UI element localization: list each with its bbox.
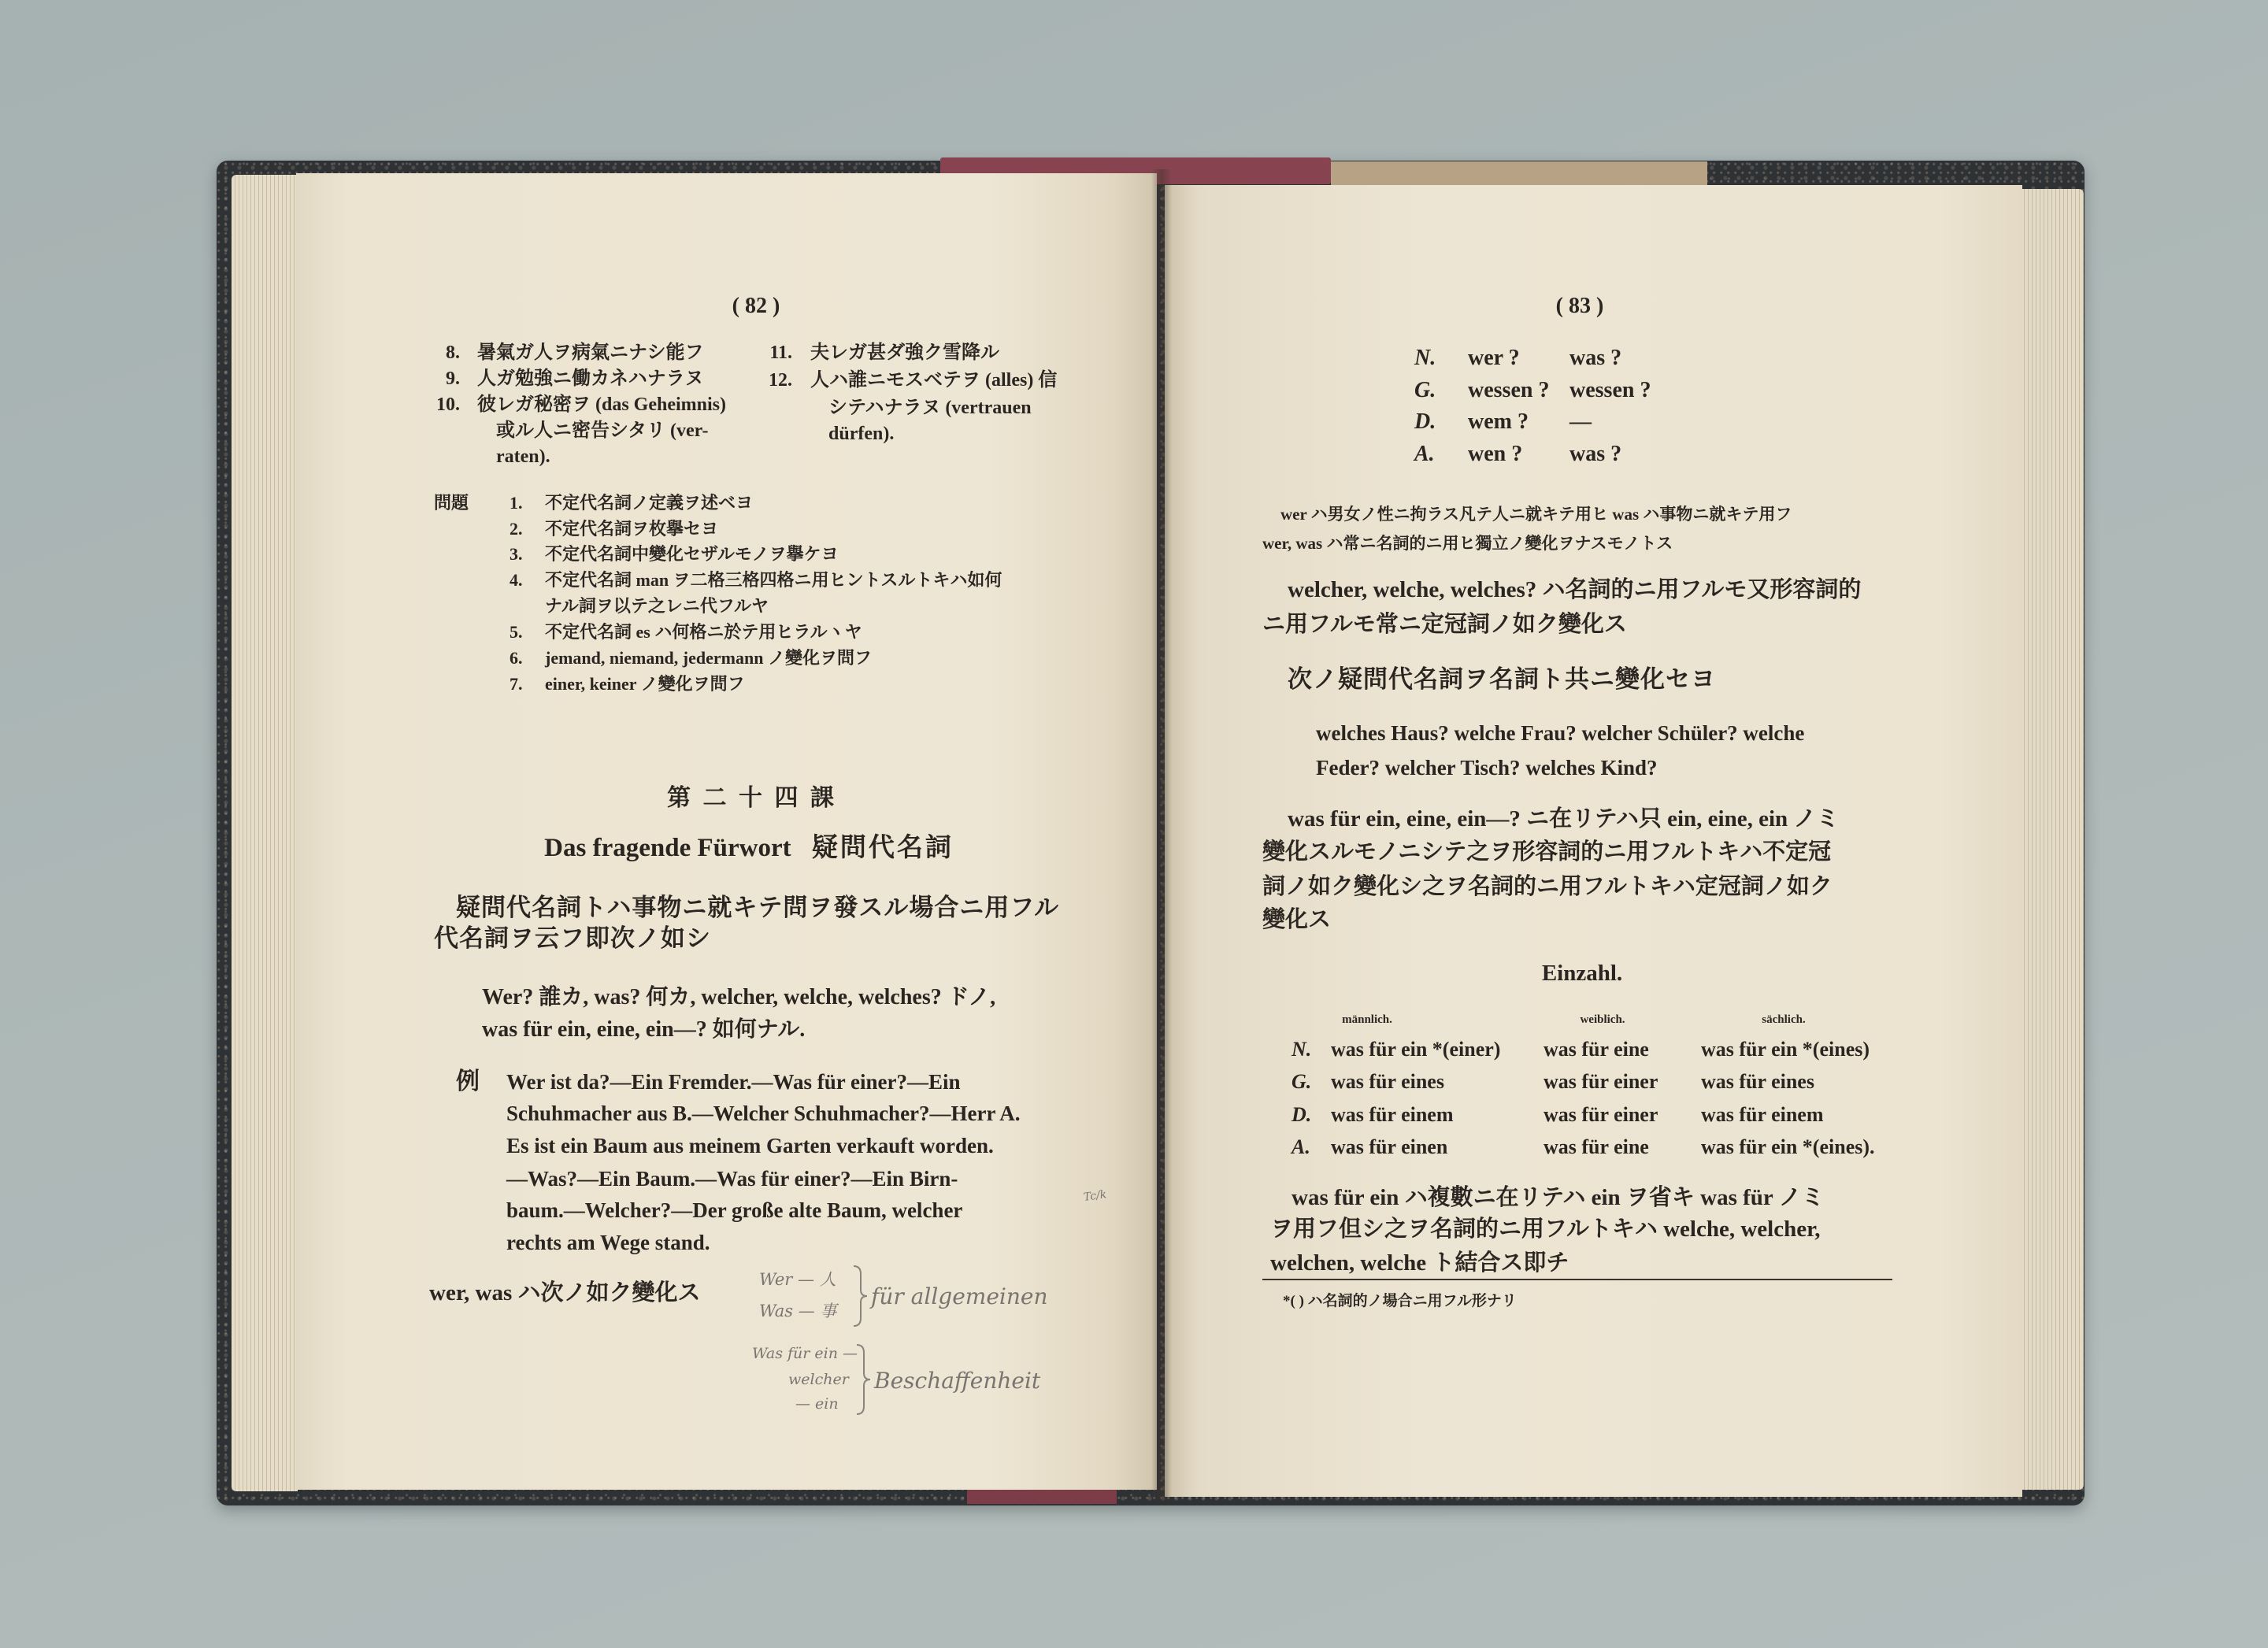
example-line: Es ist ein Baum aus meinem Garten verkauft worden. [506,1134,994,1157]
declension-cell: was für eines [1701,1070,1814,1093]
example-label: 例 [456,1068,480,1094]
case-label: G. [1292,1070,1312,1093]
declension-cell: was für einen [1331,1135,1448,1158]
declension-cell: was für ein *(eines). [1701,1135,1875,1158]
forms-line: Wer? 誰カ, was? 何カ, welcher, welche, welches? ドノ, [482,985,996,1009]
case-label: G. [1414,378,1436,402]
lesson-title: 第 二 十 四 課 [667,785,837,811]
pencil-note: Was — 事 [759,1302,837,1320]
exercise-number: 9. [446,368,460,389]
question-number: 5. [510,622,523,642]
note-line: wer, was ハ常ニ名詞的ニ用ヒ獨立ノ變化ヲナスモノトス [1262,534,1673,553]
was-fuer-line: 變化ス [1262,907,1332,932]
note-line: wer ハ男女ノ性ニ拘ラス凡テ人ニ就キテ用ヒ was ハ事物ニ就キテ用フ [1280,505,1792,524]
question-text: jemand, niemand, jedermann ノ變化ヲ問フ [545,648,872,668]
spine-tan-strip [1331,161,1707,185]
exercise-text: 暑氣ガ人ヲ病氣ニナシ能フ [477,343,704,363]
pencil-note: für allgemeinen [871,1283,1048,1309]
was-form: was ? [1569,442,1622,466]
question-number: 3. [510,544,523,564]
declension-cell: was für einem [1331,1103,1454,1126]
wer-form: wer ? [1468,346,1520,370]
book-gutter [1151,169,1172,1500]
question-text: einer, keiner ノ變化ヲ問フ [545,674,745,694]
footnote-rule [1262,1279,1892,1280]
case-label: D. [1292,1103,1312,1126]
example-line: Wer ist da?—Ein Fremder.—Was für einer?—Ein [506,1070,961,1094]
questions-label: 問題 [434,493,469,513]
case-label: D. [1414,409,1436,434]
spine-headband-bottom [967,1488,1117,1504]
case-label: A. [1414,442,1435,466]
exercise-number: 12. [769,370,792,391]
declension-cell: was für einer [1544,1070,1658,1093]
was-fuer-line: 詞ノ如ク變化シ之ヲ名詞的ニ用フルトキハ定冠詞ノ如ク [1262,874,1833,899]
exercise-number: 10. [436,394,460,415]
section-title-japanese: 疑問代名詞 [811,834,954,862]
declension-cell: was für ein *(eines) [1701,1038,1870,1061]
page-number: ( 83 ) [1555,294,1604,318]
pencil-note: Beschaffenheit [874,1368,1041,1394]
case-label: A. [1292,1135,1310,1158]
declension-cell: was für einem [1701,1103,1824,1126]
example-line: rechts am Wege stand. [506,1231,710,1254]
question-text: 不定代名詞 man ヲ二格三格四格ニ用ヒントスルトキハ如何 [545,570,1002,590]
wer-form: wen ? [1468,442,1523,466]
exercise-text: 夫レガ甚ダ強ク雪降ル [810,343,999,363]
exercise-number: 8. [446,343,460,363]
example-line: —Was?—Ein Baum.—Was für einer?—Ein Birn- [506,1167,958,1191]
plural-line: was für ein ハ複數ニ在リテハ ein ヲ省キ was für ノミ [1292,1185,1825,1210]
right-page-stack [2021,189,2084,1490]
question-number: 6. [510,648,523,668]
declension-cell: was für eines [1331,1070,1444,1093]
was-fuer-line: 變化スルモノニシテ之ヲ形容詞的ニ用フルトキハ不定冠 [1262,839,1832,865]
pencil-brace [855,1343,873,1416]
exercise-number: 11. [769,343,792,363]
question-text: 不定代名詞 es ハ何格ニ於テ用ヒラルヽヤ [545,622,862,642]
declension-intro: wer, was ハ次ノ如ク變化ス [429,1280,701,1305]
question-number: 1. [510,493,523,513]
exercise-text: dürfen). [828,424,895,444]
footnote: *( ) ハ名詞的ノ場合ニ用フル形ナリ [1283,1293,1517,1309]
intro-line: 疑問代名詞トハ事物ニ就キテ問ヲ發スル場合ニ用フル [456,894,1060,921]
margin-note: Tc/k [1082,1188,1108,1204]
question-text: 不定代名詞ヲ枚擧セヨ [545,519,719,539]
einzahl-title: Einzahl. [1541,961,1623,986]
exercise-text: 彼レガ秘密ヲ (das Geheimnis) [477,394,727,415]
wer-form: wessen ? [1468,378,1550,402]
section-title-german: Das fragende Fürwort [544,834,791,862]
declension-cell: was für eine [1544,1135,1649,1158]
exercise-text: raten). [496,446,550,467]
exercise-text: シテハナラヌ (vertrauen [828,398,1032,418]
was-fuer-line: was für ein, eine, ein—? ニ在リテハ只 ein, eine, ein ノミ [1288,806,1840,831]
exercise-text: 人ハ誰ニモスベテヲ (alles) 信 [810,370,1058,391]
question-text: ナル詞ヲ以テ之レニ代フルヤ [545,596,769,616]
exercise-instruction: 次ノ疑問代名詞ヲ名詞ト共ニ變化セヨ [1288,665,1716,693]
right-page [1165,185,2022,1497]
was-form: wessen ? [1569,378,1651,402]
pencil-note: — ein [795,1395,839,1413]
was-form: — [1569,409,1592,434]
gender-header: weiblich. [1580,1013,1625,1026]
question-text: 不定代名詞中變化セザルモノヲ擧ケヨ [545,544,839,564]
pencil-note: welcher [788,1371,849,1388]
exercise-text: 人ガ勉強ニ働カネハナラヌ [477,368,704,389]
gender-header: sächlich. [1762,1013,1806,1026]
declension-cell: was für einer [1544,1103,1658,1126]
was-form: was ? [1569,346,1622,370]
case-label: N. [1414,346,1436,370]
question-text: 不定代名詞ノ定義ヲ述ベヨ [545,493,754,513]
left-page [296,173,1157,1490]
plural-line: ヲ用フ但シ之ヲ名詞的ニ用フルトキハ welche, welcher, [1270,1217,1821,1242]
welcher-line: ニ用フルモ常ニ定冠詞ノ如ク變化ス [1262,612,1627,637]
plural-line: welchen, welche ト結合ス即チ [1270,1250,1569,1276]
wer-form: wem ? [1468,409,1529,434]
gender-header: männlich. [1342,1013,1392,1026]
example-line: baum.—Welcher?—Der große alte Baum, welcher [506,1198,963,1222]
question-number: 2. [510,519,523,539]
intro-line: 代名詞ヲ云フ即次ノ如シ [434,924,711,952]
exercise-text: 或ル人ニ密告シタリ (ver- [496,420,709,441]
exercise-line: welches Haus? welche Frau? welcher Schüler? welche [1316,721,1805,745]
question-number: 4. [510,570,523,590]
declension-cell: was für eine [1544,1038,1649,1061]
pencil-note: Was für ein — [752,1345,858,1362]
left-page-stack [232,175,298,1491]
question-number: 7. [510,674,523,694]
case-label: N. [1292,1038,1312,1061]
exercise-line: Feder? welcher Tisch? welches Kind? [1316,756,1658,780]
page-number: ( 82 ) [732,294,780,318]
welcher-line: welcher, welche, welches? ハ名詞的ニ用フルモ又形容詞的 [1288,577,1862,602]
forms-line: was für ein, eine, ein—? 如何ナル. [482,1017,806,1042]
example-line: Schuhmacher aus B.—Welcher Schuhmacher?—Herr A. [506,1102,1021,1125]
pencil-note: Wer — 人 [759,1270,836,1289]
pencil-brace [852,1265,869,1328]
declension-cell: was für ein *(einer) [1331,1038,1501,1061]
section-title [434,833,1064,865]
